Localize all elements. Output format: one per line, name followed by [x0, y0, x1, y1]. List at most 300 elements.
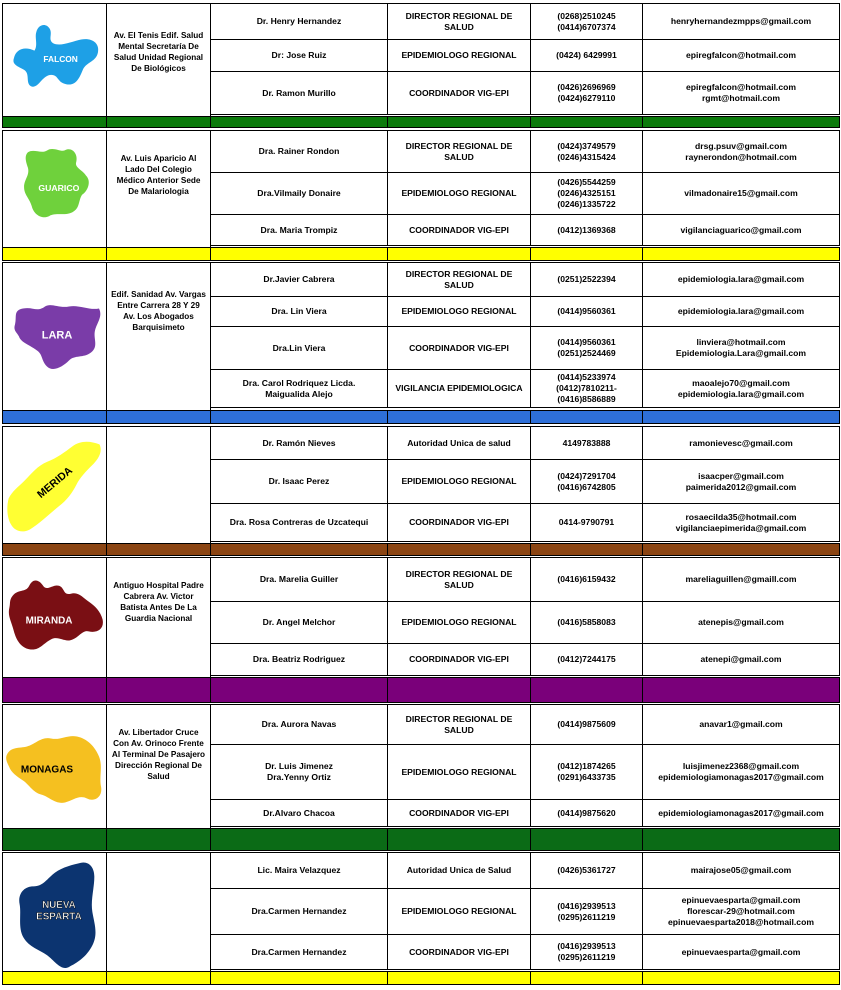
text-line: (0291)6433735 [557, 772, 616, 782]
contact-role [387, 214, 531, 246]
text-line: EPIDEMIOLOGO REGIONAL [401, 476, 517, 487]
text-line: EPIDEMIOLOGO REGIONAL [401, 306, 517, 317]
contact-role [387, 799, 531, 827]
text-line: Dra. Lin Viera [271, 306, 327, 317]
contact-phone [530, 326, 643, 370]
contact-phone-lines [557, 719, 615, 730]
contact-email-lines [685, 574, 796, 585]
contact-email[interactable] [642, 262, 840, 297]
text-line: Autoridad Unica de Salud [406, 865, 512, 876]
text-line: (0268)2510245 [557, 10, 616, 21]
text-line: Médico Anterior Sede [116, 176, 201, 186]
contact-email-lines [676, 512, 807, 533]
falcon-map-icon [2, 3, 107, 117]
contact-phone [530, 172, 643, 215]
text-line: (0412)1369368 [557, 224, 616, 235]
text-line: vigilanciaguarico@gmail.com [680, 224, 802, 235]
contact-name [210, 704, 388, 745]
text-line: Antiguo Hospital Padre [113, 581, 204, 590]
stripe-divider [387, 117, 388, 127]
contact-name-lines [271, 306, 326, 317]
contact-role-lines [401, 188, 516, 199]
contact-email[interactable] [642, 296, 840, 327]
contact-role [387, 262, 531, 297]
contact-name-lines [259, 146, 340, 157]
text-line: Lado Del Colegio [125, 165, 192, 175]
contact-phone-lines [557, 141, 615, 162]
text-line: Maigualida Alejo [265, 388, 333, 399]
contact-role-lines [406, 269, 513, 290]
stripe-divider [387, 972, 388, 984]
contact-role-lines [409, 225, 509, 236]
state-separator-stripe [2, 543, 840, 556]
state-block-merida [2, 426, 840, 557]
contact-email[interactable] [642, 172, 840, 215]
text-line: Dr. Isaac Perez [268, 476, 330, 487]
contact-name [210, 3, 388, 40]
text-line: epiregfalcon@hotmail.com [685, 82, 797, 93]
contact-role-lines [395, 383, 522, 394]
text-line: (0412)7810211- [556, 383, 617, 394]
contact-phone-lines [557, 761, 615, 782]
contact-role [387, 643, 531, 676]
contact-name-lines [273, 343, 326, 354]
text-line: vilmadonaire15@gmail.com [684, 188, 798, 199]
text-line: (0416)8586889 [557, 393, 616, 404]
text-line: (0416)2939513 [557, 900, 616, 911]
contact-name-lines [260, 574, 338, 585]
text-line: ramonievesc@gmail.com [689, 437, 793, 448]
contact-name-lines [251, 906, 346, 917]
stripe-divider [106, 544, 107, 555]
text-line: 4149783888 [562, 437, 611, 448]
contact-role [387, 39, 531, 72]
address-lines [111, 289, 206, 333]
contact-role [387, 601, 531, 644]
stripe-divider [387, 544, 388, 555]
contact-email[interactable] [642, 934, 840, 970]
text-line: epiregfalcon@hotmail.com [685, 50, 797, 61]
text-line: Dra. Carol Rodriquez Licda. [242, 377, 356, 388]
contact-phone-lines [557, 471, 615, 492]
text-line: EPIDEMIOLOGO REGIONAL [401, 906, 517, 917]
text-line: DIRECTOR REGIONAL DE [405, 140, 513, 151]
contact-name-lines [257, 16, 342, 27]
text-line: 0414-9790791 [558, 517, 615, 528]
text-line: epinuevaesparta2018@hotmail.com [668, 916, 814, 927]
state-address [106, 557, 211, 678]
contact-phone [530, 3, 643, 40]
text-line: epinuevaesparta@gmail.com [681, 946, 801, 957]
text-line: Av. Luis Aparicio Al [120, 154, 197, 163]
stripe-divider [530, 972, 531, 984]
contact-email[interactable] [642, 888, 840, 935]
contact-name [210, 369, 388, 408]
stripe-divider [530, 829, 531, 850]
contact-name [210, 296, 388, 327]
text-line: Dra. Rainer Rondon [258, 146, 340, 157]
text-line: Dra. Maria Trompiz [260, 224, 338, 235]
state-separator-stripe [2, 410, 840, 424]
contact-phone-lines [556, 372, 617, 404]
text-line: (0295)2611219 [557, 911, 616, 922]
contact-role-lines [409, 517, 509, 528]
contact-email[interactable] [642, 39, 840, 72]
text-line: epidemiologiamonagas2017@gmail.com [658, 807, 824, 818]
contact-name-lines [262, 438, 335, 449]
contact-email[interactable] [642, 369, 840, 408]
contact-email-lines [680, 225, 801, 236]
contact-name [210, 744, 388, 800]
contact-phone [530, 503, 643, 542]
state-name-label: MONAGAS [20, 764, 74, 776]
nueva-esparta-map-icon-shape [3, 853, 107, 971]
contact-phone [530, 39, 643, 72]
stripe-divider [642, 544, 643, 555]
contact-role-lines [409, 947, 509, 958]
state-block-nueva-esparta [2, 852, 840, 986]
contact-name [210, 262, 388, 297]
contact-name-lines [263, 808, 335, 819]
text-line: Dr. Henry Hernandez [256, 16, 342, 27]
contact-role-lines [409, 88, 509, 99]
text-line: luisjimenez2368@gmail.com [682, 761, 800, 772]
state-address [106, 130, 211, 248]
text-line: henryhernandezmpps@gmail.com [670, 16, 812, 27]
contact-email[interactable] [642, 214, 840, 246]
text-line: Autoridad Unica de salud [407, 437, 511, 448]
text-line: Guardia Nacional [124, 614, 193, 624]
contact-name-lines [265, 761, 333, 782]
text-line: (0416)6742805 [557, 481, 616, 492]
contact-email-lines [678, 378, 804, 399]
text-line: (0414)9875620 [557, 807, 616, 818]
contact-email-lines [658, 761, 824, 782]
contact-phone-lines [557, 901, 615, 922]
contact-name [210, 852, 388, 889]
text-line: (0414)9560361 [557, 306, 616, 317]
contact-name-lines [262, 719, 337, 730]
contact-role-lines [401, 906, 516, 917]
text-line: isaacper@gmail.com [698, 470, 784, 481]
text-line: Lic. Maira Velazquez [257, 865, 341, 876]
contact-email-lines [701, 654, 782, 665]
text-line: VIGILANCIA EPIDEMIOLOGICA [395, 383, 523, 394]
contact-name [210, 39, 388, 72]
state-block-lara [2, 262, 840, 425]
text-line: atenepi@gmail.com [700, 654, 782, 665]
contact-role [387, 503, 531, 542]
state-name-label: MERIDA [35, 464, 75, 501]
contact-name [210, 601, 388, 644]
contact-phone [530, 459, 643, 504]
text-line: (0424)7291704 [557, 470, 616, 481]
contact-role [387, 71, 531, 115]
contact-role-lines [401, 476, 516, 487]
text-line: Barquisimeto [132, 323, 185, 333]
stripe-divider [642, 117, 643, 127]
contact-role-lines [409, 343, 509, 354]
text-line: Av. El Tenis Edif. Salud [113, 31, 204, 40]
contact-phone-lines [556, 50, 617, 61]
text-line: Epidemiologia.Lara@gmail.com [675, 348, 807, 358]
contact-phone-lines [557, 574, 615, 585]
stripe-divider [642, 678, 643, 702]
text-line: (0251)2522394 [557, 274, 616, 285]
contact-name-lines [261, 225, 338, 236]
state-separator-stripe [2, 247, 840, 261]
contact-name-lines [257, 188, 340, 199]
lara-map-icon-shape [3, 263, 107, 410]
contact-email[interactable] [642, 852, 840, 889]
stripe-divider [530, 678, 531, 702]
text-line: (0246)1335722 [557, 198, 616, 209]
contact-phone-lines [557, 654, 615, 665]
text-line: (0414)6707374 [557, 21, 616, 32]
contact-role-lines [406, 141, 513, 162]
contact-role-lines [409, 654, 509, 665]
stripe-divider [106, 678, 107, 702]
text-line: Batista Antes De La [120, 603, 197, 613]
state-address [106, 852, 211, 972]
contact-email[interactable] [642, 426, 840, 460]
contact-role [387, 130, 531, 173]
stripe-divider [106, 117, 107, 127]
contact-name-lines [251, 947, 346, 958]
stripe-divider [387, 411, 388, 423]
contact-email-lines [678, 274, 804, 285]
text-line: COORDINADOR VIG-EPI [409, 517, 509, 528]
text-line: (0295)2611219 [557, 952, 616, 962]
contact-phone [530, 71, 643, 115]
contact-role [387, 459, 531, 504]
contact-email[interactable] [642, 130, 840, 173]
contact-phone-lines [557, 82, 615, 103]
text-line: Av. Libertador Cruce [118, 728, 199, 737]
text-line: raynerondon@hotmail.com [685, 151, 797, 162]
contact-role [387, 934, 531, 970]
contact-role-lines [406, 11, 513, 32]
text-line: Dra.Carmen Hernandez [251, 906, 347, 917]
contact-phone-lines [557, 337, 615, 358]
text-line: (0426)5361727 [557, 865, 616, 876]
text-line: epidemiologia.lara@gmail.com [677, 274, 805, 285]
text-line: (0426)2696969 [557, 82, 616, 93]
text-line: (0424)3749579 [557, 140, 616, 151]
text-line: (0426)5544259 [557, 177, 616, 188]
contact-phone [530, 214, 643, 246]
text-line: De Biológicos [131, 64, 186, 74]
text-line: Salud [147, 772, 170, 782]
text-line: COORDINADOR VIG-EPI [409, 224, 509, 235]
contact-phone-lines [557, 941, 615, 962]
state-separator-stripe [2, 116, 840, 128]
stripe-divider [106, 248, 107, 260]
contact-name [210, 557, 388, 602]
contact-email-lines [671, 16, 811, 27]
contact-phone [530, 799, 643, 827]
text-line: Con Av. Orinoco Frente [113, 739, 204, 749]
contact-role-lines [409, 808, 509, 819]
contact-email-lines [668, 895, 814, 927]
contact-role [387, 326, 531, 370]
contact-role-lines [401, 767, 516, 778]
contact-email-lines [684, 188, 797, 199]
contact-name-lines [257, 865, 340, 876]
contact-email[interactable] [642, 71, 840, 115]
contact-name-lines [263, 617, 336, 628]
contact-role [387, 704, 531, 745]
text-line: EPIDEMIOLOGO REGIONAL [401, 617, 517, 628]
state-address [106, 426, 211, 544]
contact-email[interactable] [642, 557, 840, 602]
text-line: Dra. Marelia Guiller [259, 574, 339, 585]
text-line: Dr. Ramon Murillo [262, 87, 336, 98]
state-name-label: GUARICO [38, 182, 80, 193]
text-line: Dra. Beatriz Rodriguez [252, 654, 346, 665]
contact-name-lines [272, 50, 327, 61]
contact-phone-lines [557, 617, 615, 628]
contact-email[interactable] [642, 643, 840, 676]
text-line: Salud Unidad Regional [113, 53, 204, 63]
contact-phone-lines [557, 11, 615, 32]
stripe-divider [387, 829, 388, 850]
text-line: (0416)2939513 [557, 941, 616, 952]
contact-name [210, 426, 388, 460]
stripe-divider [210, 678, 211, 702]
text-line: Dra.Vilmaily Donaire [257, 188, 341, 199]
contact-email-lines [686, 471, 797, 492]
contact-phone-lines [557, 306, 615, 317]
stripe-divider [530, 411, 531, 423]
contact-phone [530, 934, 643, 970]
state-name-label: NUEVA ESPARTA [36, 900, 82, 923]
contact-phone [530, 426, 643, 460]
stripe-divider [530, 248, 531, 260]
contact-email[interactable] [642, 601, 840, 644]
contact-name [210, 71, 388, 115]
text-line: COORDINADOR VIG-EPI [409, 342, 509, 353]
text-line: (0412)7244175 [557, 654, 616, 665]
contact-phone [530, 130, 643, 173]
contact-email-lines [698, 617, 784, 628]
contact-phone [530, 601, 643, 644]
contact-email[interactable] [642, 799, 840, 827]
contact-phone-lines [557, 177, 615, 209]
text-line: (0412)1874265 [557, 761, 616, 772]
state-separator-stripe [2, 677, 840, 703]
stripe-divider [530, 117, 531, 127]
text-line: (0414)9560361 [557, 337, 616, 348]
contact-phone [530, 744, 643, 800]
text-line: Dr. Luis Jimenez [265, 761, 333, 772]
text-line: rosaecilda35@hotmail.com [685, 511, 797, 522]
contact-email-lines [658, 808, 824, 819]
stripe-divider [387, 248, 388, 260]
monagas-map-icon [2, 704, 107, 829]
contact-role [387, 557, 531, 602]
contact-role-lines [406, 569, 513, 590]
stripe-divider [642, 829, 643, 850]
contact-email[interactable] [642, 744, 840, 800]
contact-email[interactable] [642, 704, 840, 745]
stripe-divider [210, 972, 211, 984]
contact-email-lines [689, 438, 792, 449]
address-lines [117, 153, 201, 197]
text-line: SALUD [444, 21, 474, 32]
text-line: Edif. Sanidad Av. Vargas [111, 290, 206, 299]
contact-name [210, 172, 388, 215]
text-line: (0416)5858083 [557, 617, 616, 628]
nueva-esparta-map-icon [2, 852, 107, 972]
text-line: Dr: Jose Ruiz [271, 50, 327, 61]
text-line: De Malariologia [128, 187, 189, 197]
contact-name [210, 459, 388, 504]
monagas-map-icon-shape [3, 705, 107, 828]
contact-name-lines [243, 378, 356, 399]
text-line: (0416)6159432 [557, 574, 616, 585]
text-line: DIRECTOR REGIONAL DE [405, 268, 513, 279]
stripe-divider [530, 544, 531, 555]
text-line: mairajose05@gmail.com [690, 865, 792, 876]
stripe-divider [210, 411, 211, 423]
text-line: Dr. Angel Melchor [262, 617, 336, 628]
contact-email[interactable] [642, 3, 840, 40]
text-line: anavar1@gmail.com [699, 719, 783, 730]
contact-email-lines [685, 141, 797, 162]
guarico-map-icon [2, 130, 107, 248]
contact-email[interactable] [642, 459, 840, 504]
contact-role [387, 296, 531, 327]
contact-role [387, 852, 531, 889]
contact-email[interactable] [642, 326, 840, 370]
contact-email-lines [691, 865, 792, 876]
text-line: epidemiologia.lara@gmail.com [677, 388, 805, 399]
address-lines [113, 580, 204, 624]
state-block-monagas [2, 704, 840, 852]
text-line: maoalejo70@gmail.com [692, 377, 790, 388]
contact-email-lines [676, 337, 806, 358]
contact-name [210, 503, 388, 542]
stripe-divider [642, 248, 643, 260]
contact-name-lines [230, 517, 369, 528]
text-line: SALUD [444, 579, 474, 590]
text-line: DIRECTOR REGIONAL DE [405, 568, 513, 579]
state-separator-stripe [2, 971, 840, 985]
text-line: (0424)6279110 [557, 93, 616, 103]
text-line: mareliaguillen@gmaill.com [685, 574, 797, 585]
contact-phone-lines [557, 808, 615, 819]
state-name-label: MIRANDA [25, 615, 73, 627]
text-line: EPIDEMIOLOGO REGIONAL [401, 766, 517, 777]
text-line: Av. Los Abogados [123, 312, 194, 322]
merida-map-icon [2, 426, 107, 544]
state-name-label: LARA [41, 329, 73, 342]
contact-email[interactable] [642, 503, 840, 542]
contact-role-lines [407, 865, 512, 876]
stripe-divider [210, 117, 211, 127]
text-line: SALUD [444, 279, 474, 290]
contact-role [387, 888, 531, 935]
contact-email-lines [682, 947, 801, 958]
text-line: Dr.Alvaro Chacoa [263, 807, 335, 818]
address-lines [112, 727, 205, 782]
contact-name [210, 799, 388, 827]
text-line: linviera@hotmail.com [696, 337, 786, 348]
contact-role [387, 369, 531, 408]
text-line: epidemiologiamonagas2017@gmail.com [658, 772, 824, 782]
contact-phone [530, 262, 643, 297]
